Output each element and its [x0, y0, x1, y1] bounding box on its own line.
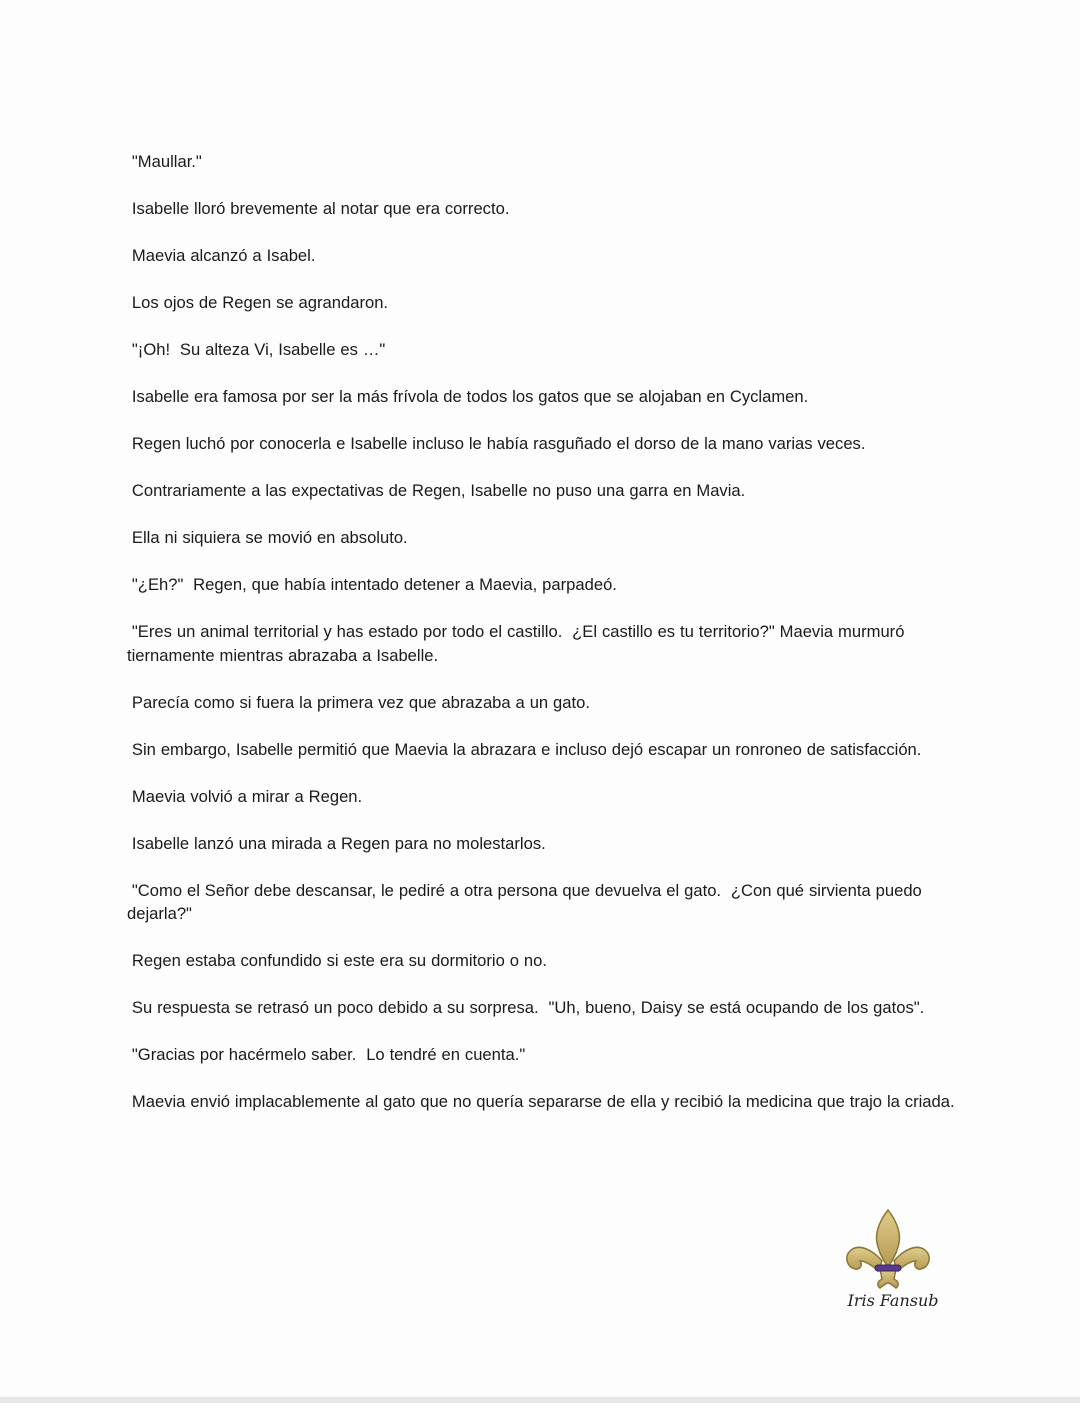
paragraph: "¿Eh?" Regen, que había intentado detener a Maevia, parpadeó.: [127, 575, 617, 594]
paragraph: Regen estaba confundido si este era su dormitorio o no.: [127, 951, 547, 970]
paragraph: "Como el Señor debe descansar, le pediré a otra persona que devuelva el gato. ¿Con qué sirvienta puedo dejarla?": [127, 880, 927, 923]
paragraph: "Gracias por hacérmelo saber. Lo tendré en cuenta.": [127, 1045, 526, 1064]
paragraph: Contrariamente a las expectativas de Regen, Isabelle no puso una garra en Mavia.: [127, 481, 746, 500]
fleur-de-lis-icon: [838, 1205, 948, 1293]
logo-text: Iris Fansub: [847, 1291, 939, 1310]
paragraph: Isabelle era famosa por ser la más frívola de todos los gatos que se alojaban en Cyclamen.: [127, 387, 809, 406]
document-body: [127, 150, 957, 1137]
paragraph: Isabelle lanzó una mirada a Regen para no molestarlos.: [127, 833, 546, 853]
paragraph: Sin embargo, Isabelle permitió que Maevia la abrazara e incluso dejó escapar un ronroneo de satisfacción.: [127, 739, 922, 759]
page-bottom-edge: [0, 1397, 1080, 1403]
paragraph: "Maullar.": [127, 152, 202, 171]
paragraph: "Eres un animal territorial y has estado por todo el castillo. ¿El castillo es tu territorio?" Maevia murmuró tiernamente mientras abrazaba a Isabelle.: [127, 622, 910, 665]
paragraph: Regen luchó por conocerla e Isabelle incluso le había rasguñado el dorso de la mano varias veces.: [127, 434, 866, 453]
paragraph: Isabelle lloró brevemente al notar que era correcto.: [127, 199, 510, 218]
iris-fansub-logo: [838, 1205, 948, 1317]
paragraph: Maevia envió implacablemente al gato que no quería separarse de ella y recibió la medicina que trajo la criada.: [127, 1092, 955, 1111]
paragraph: Su respuesta se retrasó un poco debido a su sorpresa. "Uh, bueno, Daisy se está ocupando de los gatos".: [127, 998, 925, 1017]
paragraph: Ella ni siquiera se movió en absoluto.: [127, 528, 408, 547]
paragraph: Los ojos de Regen se agrandaron.: [127, 293, 389, 312]
paragraph: Maevia alcanzó a Isabel.: [127, 246, 316, 265]
paragraph: "¡Oh! Su alteza Vi, Isabelle es …": [127, 340, 386, 359]
paragraph: Maevia volvió a mirar a Regen.: [127, 786, 363, 806]
paragraph: Parecía como si fuera la primera vez que abrazaba a un gato.: [127, 692, 590, 712]
